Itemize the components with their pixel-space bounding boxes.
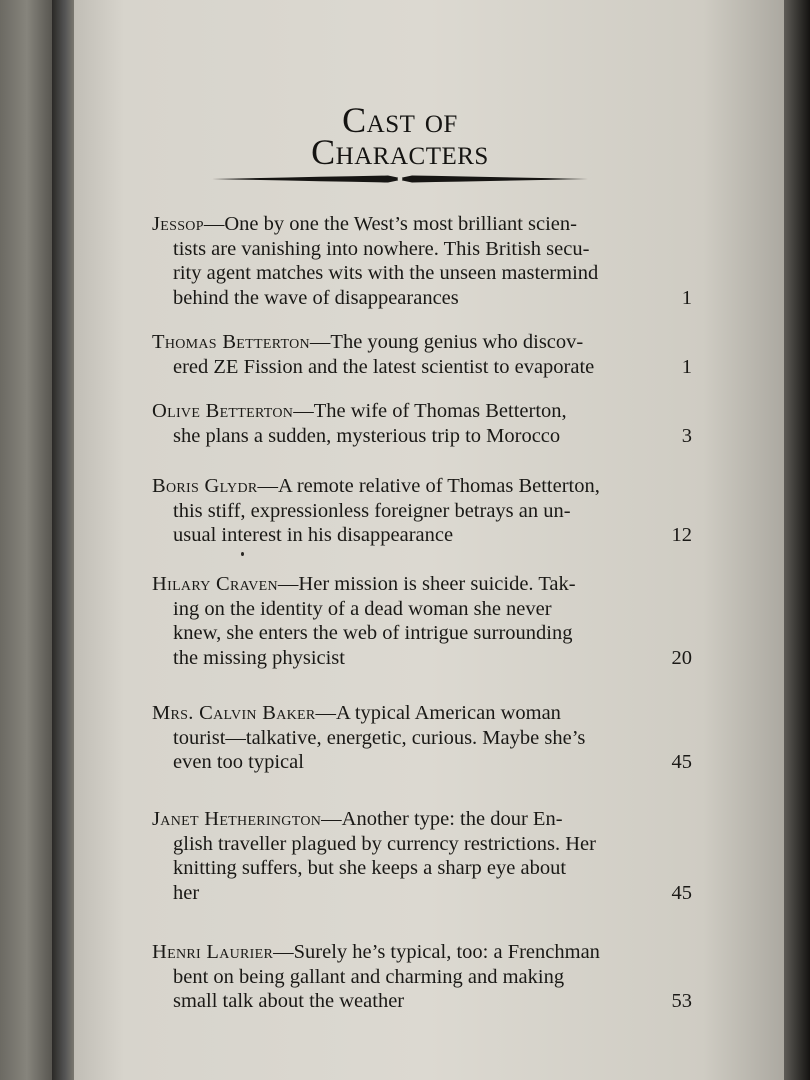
page-number: 53 [671,990,692,1012]
cast-entry-henri-laurier [152,940,692,1014]
entry-text: tists are vanishing into nowhere. This British secu- [173,237,590,260]
cast-entry-janet-hetherington [152,807,692,905]
entry-text: ered ZE Fission and the latest scientist to evaporate [173,355,595,378]
cast-entry-mrs-calvin-baker [152,701,692,775]
cast-entry-olive-betterton [152,399,692,448]
left-page-edge [0,0,60,1080]
title-line-1: Cast of [342,100,458,140]
entry-text: behind the wave of disappearances [173,286,459,309]
right-page-shadow [784,0,810,1080]
page-number: 45 [671,751,692,773]
cast-entry-jessop [152,212,692,310]
entry-text: usual interest in his disappearance [173,524,454,546]
entry-text: tourist—talkative, energetic, curious. Maybe she’s [173,726,586,749]
entry-text: small talk about the weather [173,990,405,1012]
entry-text: —The wife of Thomas Betterton, [293,400,567,422]
character-name: Henri Laurier [152,941,274,963]
entry-text: bent on being gallant and charming and making [173,965,565,988]
ornamental-rule [212,172,588,186]
entry-text: rity agent matches wits with the unseen mastermind [173,262,599,284]
entry-text: —Another type: the dour En- [321,808,563,830]
page-number: 3 [681,424,692,447]
character-name: Thomas Betterton [152,331,310,353]
character-name: Hilary Craven [152,573,278,595]
page-number: 1 [681,355,692,378]
entry-text: her [173,881,200,904]
paper-speck [241,552,244,556]
book-gutter [52,0,74,1080]
page-number: 12 [671,524,692,546]
entry-text: she plans a sudden, mysterious trip to Morocco [173,424,561,447]
page-number: 45 [671,881,692,904]
character-name: Olive Betterton [152,400,294,422]
page-title [200,100,600,172]
page-number: 20 [671,646,692,669]
character-name: Boris Glydr [152,475,258,497]
cast-entry-thomas-betterton [152,330,692,379]
entry-text: ing on the identity of a dead woman she never [173,597,552,620]
entry-text: this stiff, expressionless foreigner betrays an un- [173,499,571,522]
character-name: Mrs. Calvin Baker [152,702,316,724]
cast-entry-hilary-craven [152,572,692,670]
character-name: Jessop [152,213,204,235]
entry-text: —Surely he’s typical, too: a Frenchman [273,941,600,963]
entry-text: even too typical [173,751,304,773]
page-number: 1 [681,286,692,309]
entry-text: —Her mission is sheer suicide. Tak- [277,573,576,595]
entry-text: the missing physicist [173,646,345,669]
entry-text: glish traveller plagued by currency restrictions. Her [173,832,596,855]
entry-text: —One by one the West’s most brilliant scien- [203,213,577,235]
character-name: Janet Hetherington [152,808,322,830]
entry-text: —A typical American woman [315,702,561,724]
entry-text: knitting suffers, but she keeps a sharp eye about [173,857,567,879]
title-line-2: Characters [311,132,489,172]
entry-text: knew, she enters the web of intrigue surrounding [173,622,573,644]
entry-text: —A remote relative of Thomas Betterton, [257,475,600,497]
cast-entry-boris-glydr [152,474,692,548]
entry-text: —The young genius who discov- [309,331,584,353]
